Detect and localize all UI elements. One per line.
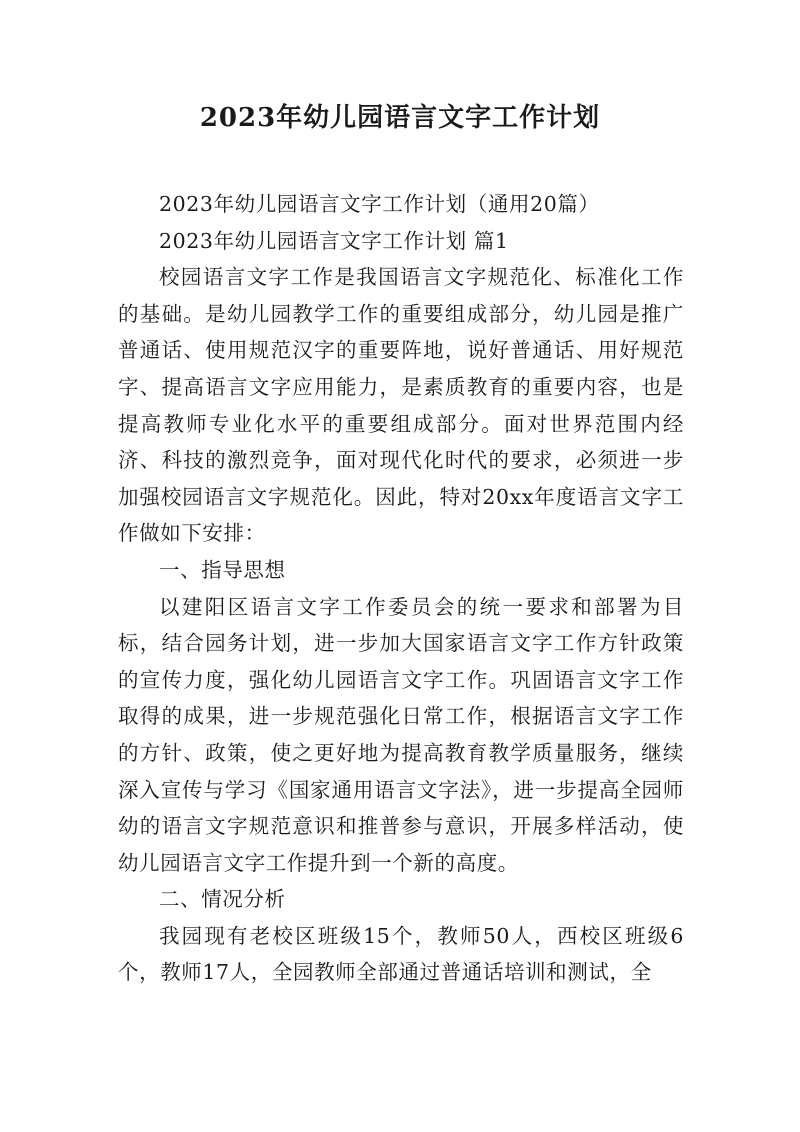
heading-guiding-thought: 一、指导思想	[159, 557, 286, 582]
document-subtitle: 2023年幼儿园语言文字工作计划（通用20篇）	[159, 192, 600, 216]
heading-situation-analysis: 二、情况分析	[159, 887, 286, 912]
document-title: 2023年幼儿园语言文字工作计划	[199, 103, 601, 133]
guiding-thought-paragraph: 以建阳区语言文字工作委员会的统一要求和部署为目标，结合园务计划，进一步加大国家语言文字工作方针政策的宣传力度，强化幼儿园语言文字工作。巩固语言文字工作取得的成果，进一步规范强化日常工作，根据语言文字工作的方针、政策，使之更好地为提高教育教学质量服务，继续深入宣传与学习《国家通用语言文字法》，进一步提高全园师幼的语言文字规范意识和推普参与意识，开展多样活动，使幼儿园语言文字工作提升到一个新的高度。	[118, 594, 684, 875]
section-title: 2023年幼儿园语言文字工作计划 篇1	[159, 228, 509, 253]
document-body	[118, 186, 684, 991]
situation-analysis-paragraph: 我园现有老校区班级15个，教师50人，西校区班级6个，教师17人，全园教师全部通过普通话培训和测试，全	[118, 923, 684, 985]
intro-paragraph: 校园语言文字工作是我国语言文字规范化、标准化工作的基础。是幼儿园教学工作的重要组成部分，幼儿园是推广普通话、使用规范汉字的重要阵地，说好普通话、用好规范字、提高语言文字应用能力，是素质教育的重要内容，也是提高教师专业化水平的重要组成部分。面对世界范围内经济、科技的激烈竞争，面对现代化时代的要求，必须进一步加强校园语言文字规范化。因此，特对20xx年度语言文字工作做如下安排：	[118, 265, 684, 546]
